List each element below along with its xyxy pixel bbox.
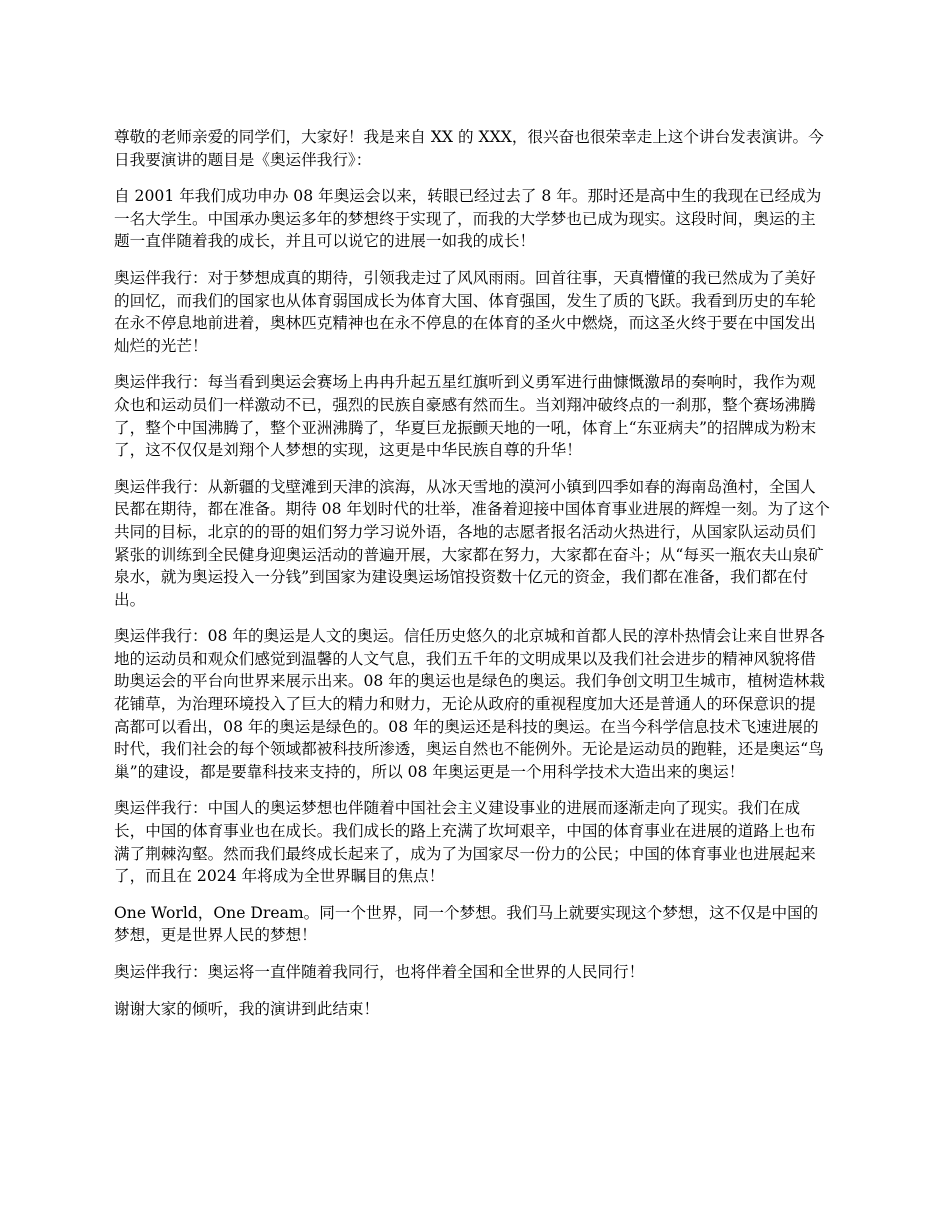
paragraph-olympics-accompany: 奥运伴我行：奥运将一直伴随着我同行，也将伴着全国和全世界的人民同行！	[114, 963, 645, 981]
paragraph-greeting: 尊敬的老师亲爱的同学们，大家好！我是来自 XX 的 XXX，很兴奋也很荣幸走上这个讲台发表演讲。今日我要演讲的题目是《奥运伴我行》：	[114, 128, 824, 169]
paragraph-humanistic-green-tech: 奥运伴我行：08 年的奥运是人文的奥运。信任历史悠久的北京城和首都人民的淳朴热情会让来自世界各地的运动员和观众们感觉到温馨的人文气息，我们五千年的文明成果以及我们社会进步的精神风貌将借助奥运会的平台向世界来展示出来。08 年的奥运也是绿色的奥运。我们争创文明卫生城市，植树造林栽花铺草，为治理环境投入了巨大的精力和财力，无论从政府的重视程度加大还是普通人的环保意识的提高都可以看出，08 年的奥运是绿色的。08 年的奥运还是科技的奥运。在当今科学信息技术飞速进展的时代，我们社会的每个领域都被科技所渗透，奥运自然也不能例外。无论是运动员的跑鞋，还是奥运“鸟巢”的建设，都是要靠科技来支持的，所以 08 年奥运更是一个用科学技术大造出来的奥运！	[114, 627, 825, 781]
speech-body	[114, 126, 830, 1020]
paragraph-national-pride: 奥运伴我行：每当看到奥运会赛场上冉冉升起五星红旗听到义勇军进行曲慷慨激昂的奏响时，我作为观众也和运动员们一样激动不已，强烈的民族自豪感有然而生。当刘翔冲破终点的一刹那，整个赛场沸腾了，整个中国沸腾了，整个亚洲沸腾了，华夏巨龙振颤天地的一吼，体育上“东亚病夫”的招牌成为粉末了，这不仅仅是刘翔个人梦想的实现，这更是中华民族自尊的升华！	[114, 373, 817, 460]
paragraph-dream-expectation: 奥运伴我行：对于梦想成真的期待，引领我走过了风风雨雨。回首往事，天真懵懂的我已然成为了美好的回忆，而我们的国家也从体育弱国成长为体育大国、体育强国，发生了质的飞跃。我看到历史的车轮在永不停息地前进着，奥林匹克精神也在永不停息的在体育的圣火中燃烧，而这圣火终于要在中国发出灿烂的光芒！	[114, 268, 816, 355]
paragraph-nation-preparing: 奥运伴我行：从新疆的戈壁滩到天津的滨海，从冰天雪地的漠河小镇到四季如春的海南岛渔村，全国人民都在期待，都在准备。期待 08 年划时代的壮举，准备着迎接中国体育事业进展的辉煌一刻。为了这个共同的目标，北京的的哥的姐们努力学习说外语，各地的志愿者报名活动火热进行，从国家队运动员们紧张的训练到全民健身迎奥运活动的普遍开展，大家都在努力，大家都在奋斗；从“每买一瓶农夫山泉矿泉水，就为奥运投入一分钱”到国家为建设奥运场馆投资数十亿元的资金，我们都在准备，我们都在付出。	[114, 477, 830, 609]
paragraph-growing-together: 奥运伴我行：中国人的奥运梦想也伴随着中国社会主义建设事业的进展而逐渐走向了现实。我们在成长，中国的体育事业也在成长。我们成长的路上充满了坎坷艰辛，中国的体育事业在进展的道路上也布满了荆棘沟壑。然而我们最终成长起来了，成为了为国家尽一份力的公民；中国的体育事业也进展起来了，而且在 2024 年将成为全世界瞩目的焦点！	[114, 799, 816, 886]
paragraph-bid-history: 自 2001 年我们成功申办 08 年奥运会以来，转眼已经过去了 8 年。那时还是高中生的我现在已经成为一名大学生。中国承办奥运多年的梦想终于实现了，而我的大学梦也已成为现实。这段时间，奥运的主题一直伴随着我的成长，并且可以说它的进展一如我的成长！	[114, 187, 822, 251]
paragraph-one-world-one-dream: One World，One Dream。同一个世界，同一个梦想。我们马上就要实现这个梦想，这不仅是中国的梦想，更是世界人民的梦想！	[114, 903, 819, 945]
paragraph-closing: 谢谢大家的倾听，我的演讲到此结束！	[114, 999, 380, 1018]
